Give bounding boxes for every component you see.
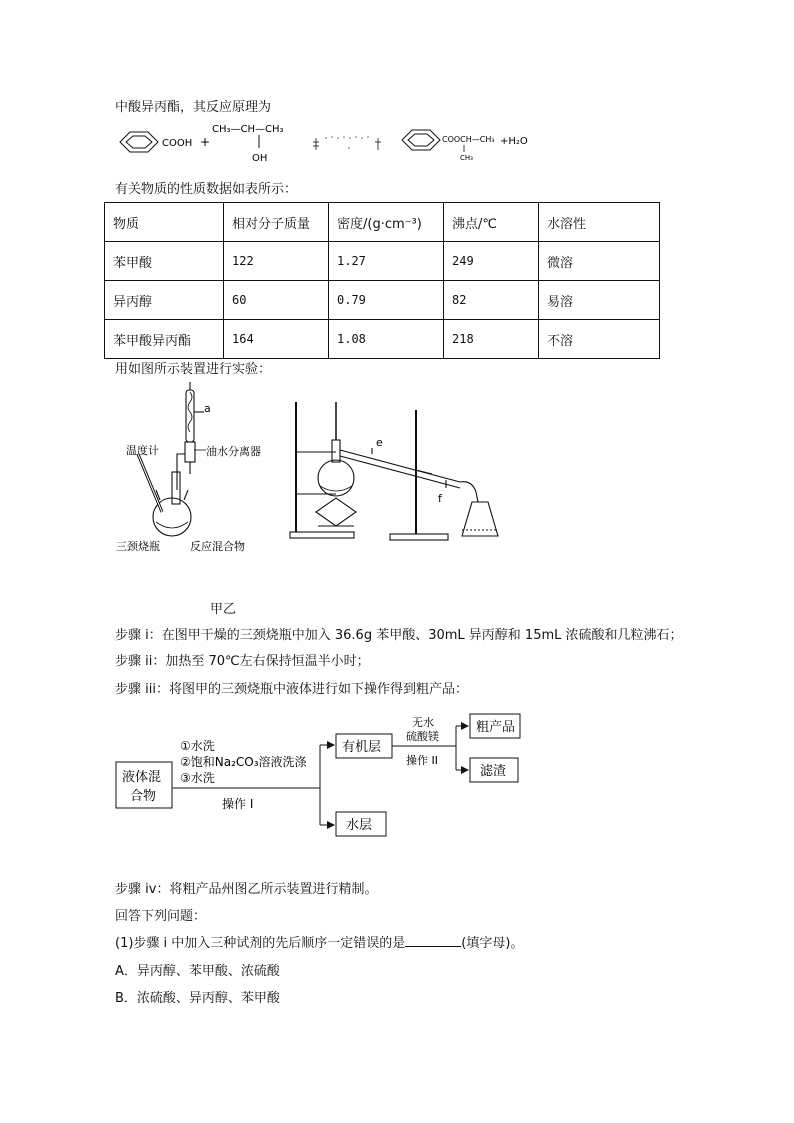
question-1 [115,932,523,951]
catalyst-marks-icon [325,136,369,149]
table-cell: 异丙醇 [105,281,224,320]
distillation-apparatus [290,402,498,540]
option-b: B．浓硫酸、异丙醇、苯甲酸 [115,991,280,1006]
table-header-row [105,203,660,242]
flow-crude: 粗产品 [476,720,516,735]
flow-start-line1: 液体混 [122,770,162,785]
flow-wash3: ③水洗 [180,771,215,785]
table-cell: 苯甲酸异丙酯 [105,320,224,359]
question-intro: 回答下列问题： [115,909,207,924]
benzene-ring-icon [120,132,158,152]
table-cell: 164 [224,320,329,359]
answer-blank[interactable] [405,934,461,947]
option-a: A．异丙醇、苯甲酸、浓硫酸 [115,964,280,979]
label-thermometer: 温度计 [126,444,159,457]
table-cell: 60 [224,281,329,320]
flow-wash1: ①水洗 [180,739,215,753]
table-header-cell: 物质 [105,203,224,242]
table-cell: 苯甲酸 [105,242,224,281]
flow-reagent2: 硫酸镁 [406,730,439,743]
flow-wash2: ②饱和Na₂CO₃溶液洗涤 [180,755,307,769]
table-cell: 218 [444,320,539,359]
flow-op1: 操作 I [222,797,254,811]
table-row [105,281,660,320]
flow-op2: 操作 II [406,754,438,767]
intro-text: 中酸异丙酯，其反应原理为 [115,100,272,115]
table-header-cell: 相对分子质量 [224,203,329,242]
table-cell: 不溶 [539,320,660,359]
table-intro-text: 有关物质的性质数据如表所示： [115,182,298,197]
apparatus-intro-text: 用如图所示装置进行实验： [115,362,272,377]
label-mixture: 反应混合物 [190,540,245,553]
table-cell: 1.08 [329,320,444,359]
step-4: 步骤 iv：将粗产品州图乙所示装置进行精制。 [115,882,378,897]
table-cell: 122 [224,242,329,281]
step-2: 步骤 ii：加热至 70℃左右保持恒温半小时； [115,654,370,669]
table-cell: 1.27 [329,242,444,281]
flow-organic: 有机层 [342,740,382,755]
water-product: +H₂O [500,136,528,147]
question-1-suffix: (填字母)。 [461,936,524,951]
flow-residue: 滤渣 [480,764,507,779]
table-cell: 82 [444,281,539,320]
question-1-text: (1)步骤 i 中加入三种试剂的先后顺序一定错误的是 [115,936,406,951]
table-row [105,320,660,359]
equilibrium-arrow-icon [313,138,381,150]
table-header-cell: 密度/(g·cm⁻³) [329,203,444,242]
reactant2-chain: CH₃—CH—CH₃ [212,124,284,135]
apparatus-figure [110,382,530,560]
benzene-ring-icon [402,130,440,150]
product-ch3: CH₃ [460,154,473,162]
table-cell: 易溶 [539,281,660,320]
table-header-cell: 水溶性 [539,203,660,242]
table-header-cell: 沸点/℃ [444,203,539,242]
process-flow-diagram [110,710,550,840]
label-f: f [438,492,442,505]
flow-reagent1: 无水 [412,716,434,729]
flow-water-layer: 水层 [346,818,373,833]
label-flask: 三颈烧瓶 [116,540,160,553]
table-cell: 249 [444,242,539,281]
reflux-apparatus [138,382,204,536]
flow-start-line2: 合物 [130,789,157,804]
step-3: 步骤 iii：将图甲的三颈烧瓶中液体进行如下操作得到粗产品： [115,682,468,697]
product-chain: COOCH—CH₃ [442,135,495,144]
step-1: 步骤 i：在图甲干燥的三颈烧瓶中加入 36.6g 苯甲酸、30mL 异丙醇和 15mL 浓硫酸和几粒沸石； [115,628,683,643]
reactant1-group: COOH [162,138,193,149]
label-e: e [376,436,383,449]
label-a: a [204,402,211,415]
figure-caption: 甲乙 [210,602,237,617]
label-separator: 油水分离器 [206,445,261,458]
table-row [105,242,660,281]
table-cell: 0.79 [329,281,444,320]
plus-sign: + [200,135,211,149]
reactant2-oh: OH [252,153,268,164]
table-cell: 微溶 [539,242,660,281]
property-table [104,202,660,359]
reaction-equation [110,118,550,168]
